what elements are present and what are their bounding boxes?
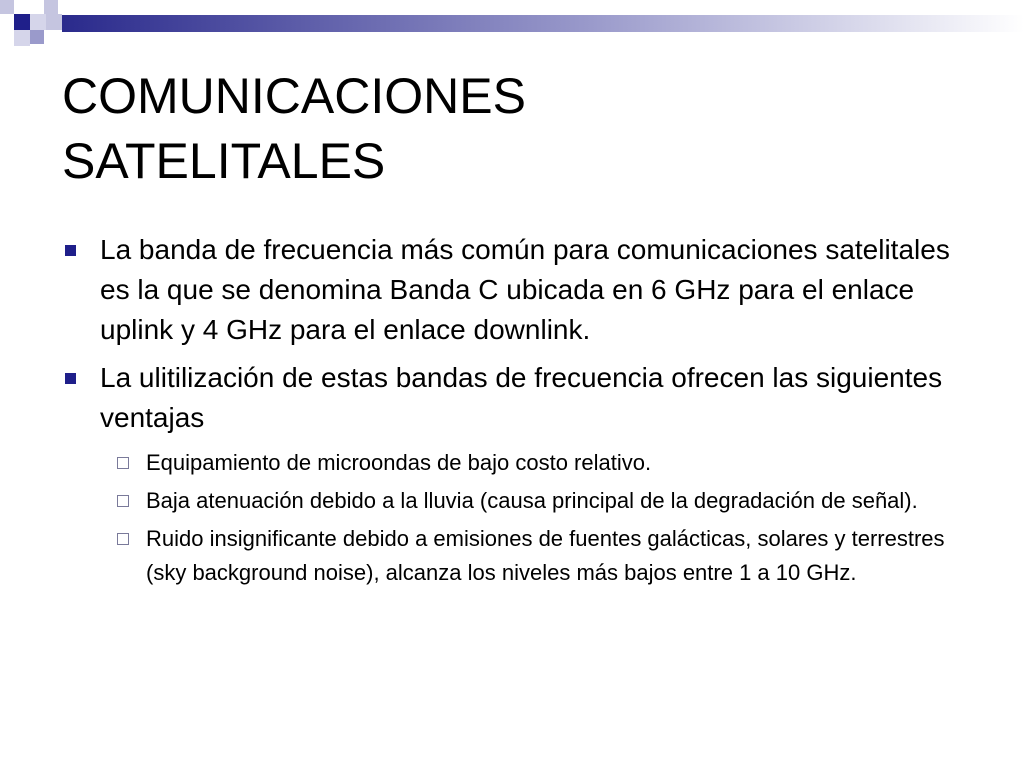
sub-bullet-text: Ruido insignificante debido a emisiones de fuentes galácticas, solares y terrestres (sky background noise), alcanza los niveles más bajos entre 1 a 10 GHz. [146,526,945,585]
slide-content [62,230,962,594]
deco-square [14,14,30,30]
slide-title [62,64,962,194]
deco-square [0,0,14,14]
sub-bullet-list [108,446,962,590]
square-bullet-icon [65,373,76,384]
sub-bullet-text: Equipamiento de microondas de bajo costo relativo. [146,450,652,475]
bullet-list [62,230,962,438]
sub-bullet-item [108,446,962,480]
bullet-text: La ulitilización de estas bandas de frecuencia ofrecen las siguientes ventajas [100,362,943,433]
bullet-item [62,358,962,438]
header-decoration [0,0,1024,60]
sub-bullet-text: Baja atenuación debido a la lluvia (causa principal de la degradación de señal). [146,488,918,513]
deco-square [30,14,46,30]
slide-title-line: COMUNICACIONES [62,68,526,124]
header-gradient-bar [62,15,1024,32]
sub-bullet-item [108,522,962,590]
hollow-square-bullet-icon [117,457,129,469]
slide-title-line: SATELITALES [62,133,386,189]
bullet-text: La banda de frecuencia más común para comunicaciones satelitales es la que se denomina Banda C ubicada en 6 GHz para el enlace uplink y 4 GHz para el enlace downlink. [100,234,950,345]
deco-square [46,14,62,30]
deco-square [44,0,58,14]
sub-bullet-item [108,484,962,518]
square-bullet-icon [65,245,76,256]
hollow-square-bullet-icon [117,495,129,507]
hollow-square-bullet-icon [117,533,129,545]
deco-square [14,30,30,46]
bullet-item [62,230,962,350]
deco-square [30,30,44,44]
